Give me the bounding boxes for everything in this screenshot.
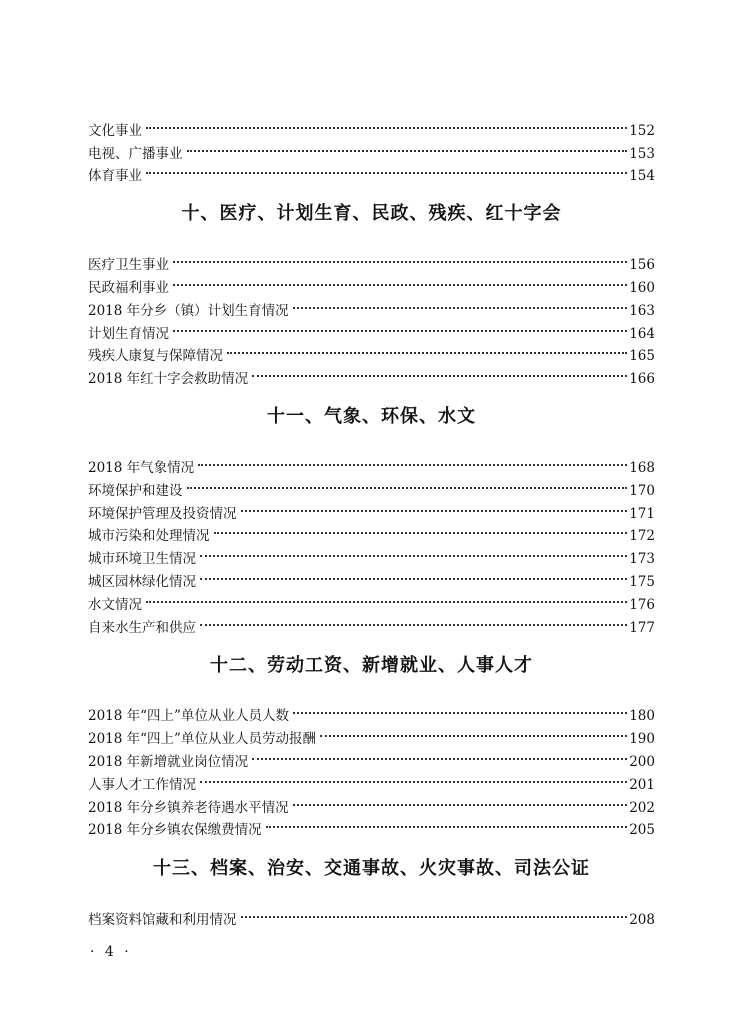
leader-dots	[187, 472, 628, 495]
toc-entry[interactable]	[88, 609, 655, 636]
toc-entry[interactable]	[88, 246, 655, 274]
leader-dots	[200, 766, 627, 789]
leader-dots	[146, 112, 627, 135]
toc-entry-title: 环境保护管理及投资情况	[88, 505, 237, 522]
leader-dots	[241, 901, 628, 924]
toc-entry[interactable]	[88, 901, 655, 929]
toc-entry-page: 168	[629, 459, 655, 476]
toc-entry-page: 175	[629, 573, 655, 590]
section-heading-12: 十二、劳动工资、新增就业、人事人才	[210, 654, 533, 676]
toc-entry[interactable]	[88, 158, 655, 185]
toc-entry-title: 2018 年气象情况	[88, 459, 195, 476]
toc-entry[interactable]	[88, 292, 655, 319]
leader-dots	[266, 812, 628, 835]
toc-group-section-11	[88, 449, 655, 636]
leader-dots	[227, 338, 627, 361]
toc-entry-title: 水文情况	[88, 596, 142, 613]
toc-entry-title: 2018 年“四上”单位从业人员劳动报酬	[88, 731, 316, 748]
leader-dots	[241, 495, 628, 518]
toc-entry-title: 2018 年“四上”单位从业人员人数	[88, 708, 289, 725]
toc-entry-title: 体育事业	[88, 168, 142, 185]
toc-entry-page: 190	[629, 731, 655, 748]
toc-entry-title: 人事人才工作情况	[88, 776, 196, 793]
section-heading-11: 十一、气象、环保、水文	[267, 406, 476, 428]
toc-entry-page: 165	[629, 348, 655, 365]
leader-dots	[200, 540, 627, 563]
leader-dots	[293, 698, 627, 721]
toc-entry-page: 180	[629, 708, 655, 725]
toc-entry-page: 152	[629, 122, 655, 139]
toc-entry-page: 173	[629, 551, 655, 568]
leader-dots	[252, 360, 627, 383]
toc-entry-title: 城市环境卫生情况	[88, 551, 196, 568]
toc-entry-page: 176	[629, 596, 655, 613]
toc-group-section-10	[88, 246, 655, 388]
toc-entry-page: 154	[629, 168, 655, 185]
toc-entry-page: 205	[629, 822, 655, 839]
leader-dots	[293, 292, 628, 315]
leader-dots	[320, 720, 627, 743]
page-number: · 4 ·	[90, 944, 132, 960]
toc-entry-title: 2018 年分乡镇农保缴费情况	[88, 822, 262, 839]
toc-entry-page: 156	[629, 257, 655, 274]
toc-entry-title: 民政福利事业	[88, 279, 169, 296]
leader-dots	[198, 449, 627, 472]
section-heading-10: 十、医疗、计划生育、民政、残疾、红十字会	[181, 203, 562, 225]
section-heading-13: 十三、档案、治安、交通事故、火灾事故、司法公证	[153, 858, 590, 880]
toc-entry-title: 2018 年新增就业岗位情况	[88, 753, 249, 770]
toc-entry-page: 171	[629, 505, 655, 522]
leader-dots	[173, 315, 627, 338]
toc-entry-page: 177	[629, 619, 655, 636]
leader-dots	[200, 563, 627, 586]
toc-entry[interactable]	[88, 338, 655, 365]
toc-entry[interactable]	[88, 449, 655, 476]
toc-group-culture	[88, 112, 655, 185]
leader-dots	[200, 609, 627, 632]
toc-entry-title: 自来水生产和供应	[88, 619, 196, 636]
toc-entry-page: 153	[629, 145, 655, 162]
toc-entry-page: 163	[629, 302, 655, 319]
toc-entry-page: 201	[629, 776, 655, 793]
leader-dots	[173, 269, 627, 292]
toc-entry-title: 2018 年红十字会救助情况	[88, 371, 249, 388]
toc-entry-title: 2018 年分乡镇养老待遇水平情况	[88, 799, 289, 816]
leader-dots	[187, 135, 628, 158]
toc-entry-page: 202	[629, 799, 655, 816]
toc-entry-title: 城市污染和处理情况	[88, 528, 210, 545]
toc-entry-title: 计划生育情况	[88, 325, 169, 342]
leader-dots	[214, 518, 628, 541]
leader-dots	[293, 789, 628, 812]
toc-entry[interactable]	[88, 112, 655, 139]
toc-entry-page: 160	[629, 279, 655, 296]
toc-entry-page: 170	[629, 482, 655, 499]
toc-entry[interactable]	[88, 698, 655, 725]
toc-entry[interactable]	[88, 135, 655, 162]
toc-entry-title: 城区园林绿化情况	[88, 573, 196, 590]
leader-dots	[146, 586, 627, 609]
leader-dots	[173, 246, 627, 269]
toc-group-section-13	[88, 901, 655, 929]
toc-entry-page: 208	[629, 912, 655, 929]
toc-entry-page: 200	[629, 753, 655, 770]
toc-entry-title: 医疗卫生事业	[88, 257, 169, 274]
toc-group-section-12	[88, 698, 655, 839]
toc-entry[interactable]	[88, 269, 655, 296]
toc-entry-title: 档案资料馆藏和利用情况	[88, 912, 237, 929]
leader-dots	[146, 158, 627, 181]
toc-entry-title: 残疾人康复与保障情况	[88, 348, 223, 365]
toc-entry-title: 环境保护和建设	[88, 482, 183, 499]
toc-entry-title: 文化事业	[88, 122, 142, 139]
toc-entry-page: 166	[629, 371, 655, 388]
toc-entry-page: 164	[629, 325, 655, 342]
table-of-contents	[88, 112, 655, 929]
leader-dots	[252, 743, 627, 766]
toc-entry[interactable]	[88, 586, 655, 613]
toc-entry-page: 172	[629, 528, 655, 545]
toc-entry[interactable]	[88, 315, 655, 342]
toc-entry-title: 电视、广播事业	[88, 145, 183, 162]
toc-entry-title: 2018 年分乡（镇）计划生育情况	[88, 302, 289, 319]
